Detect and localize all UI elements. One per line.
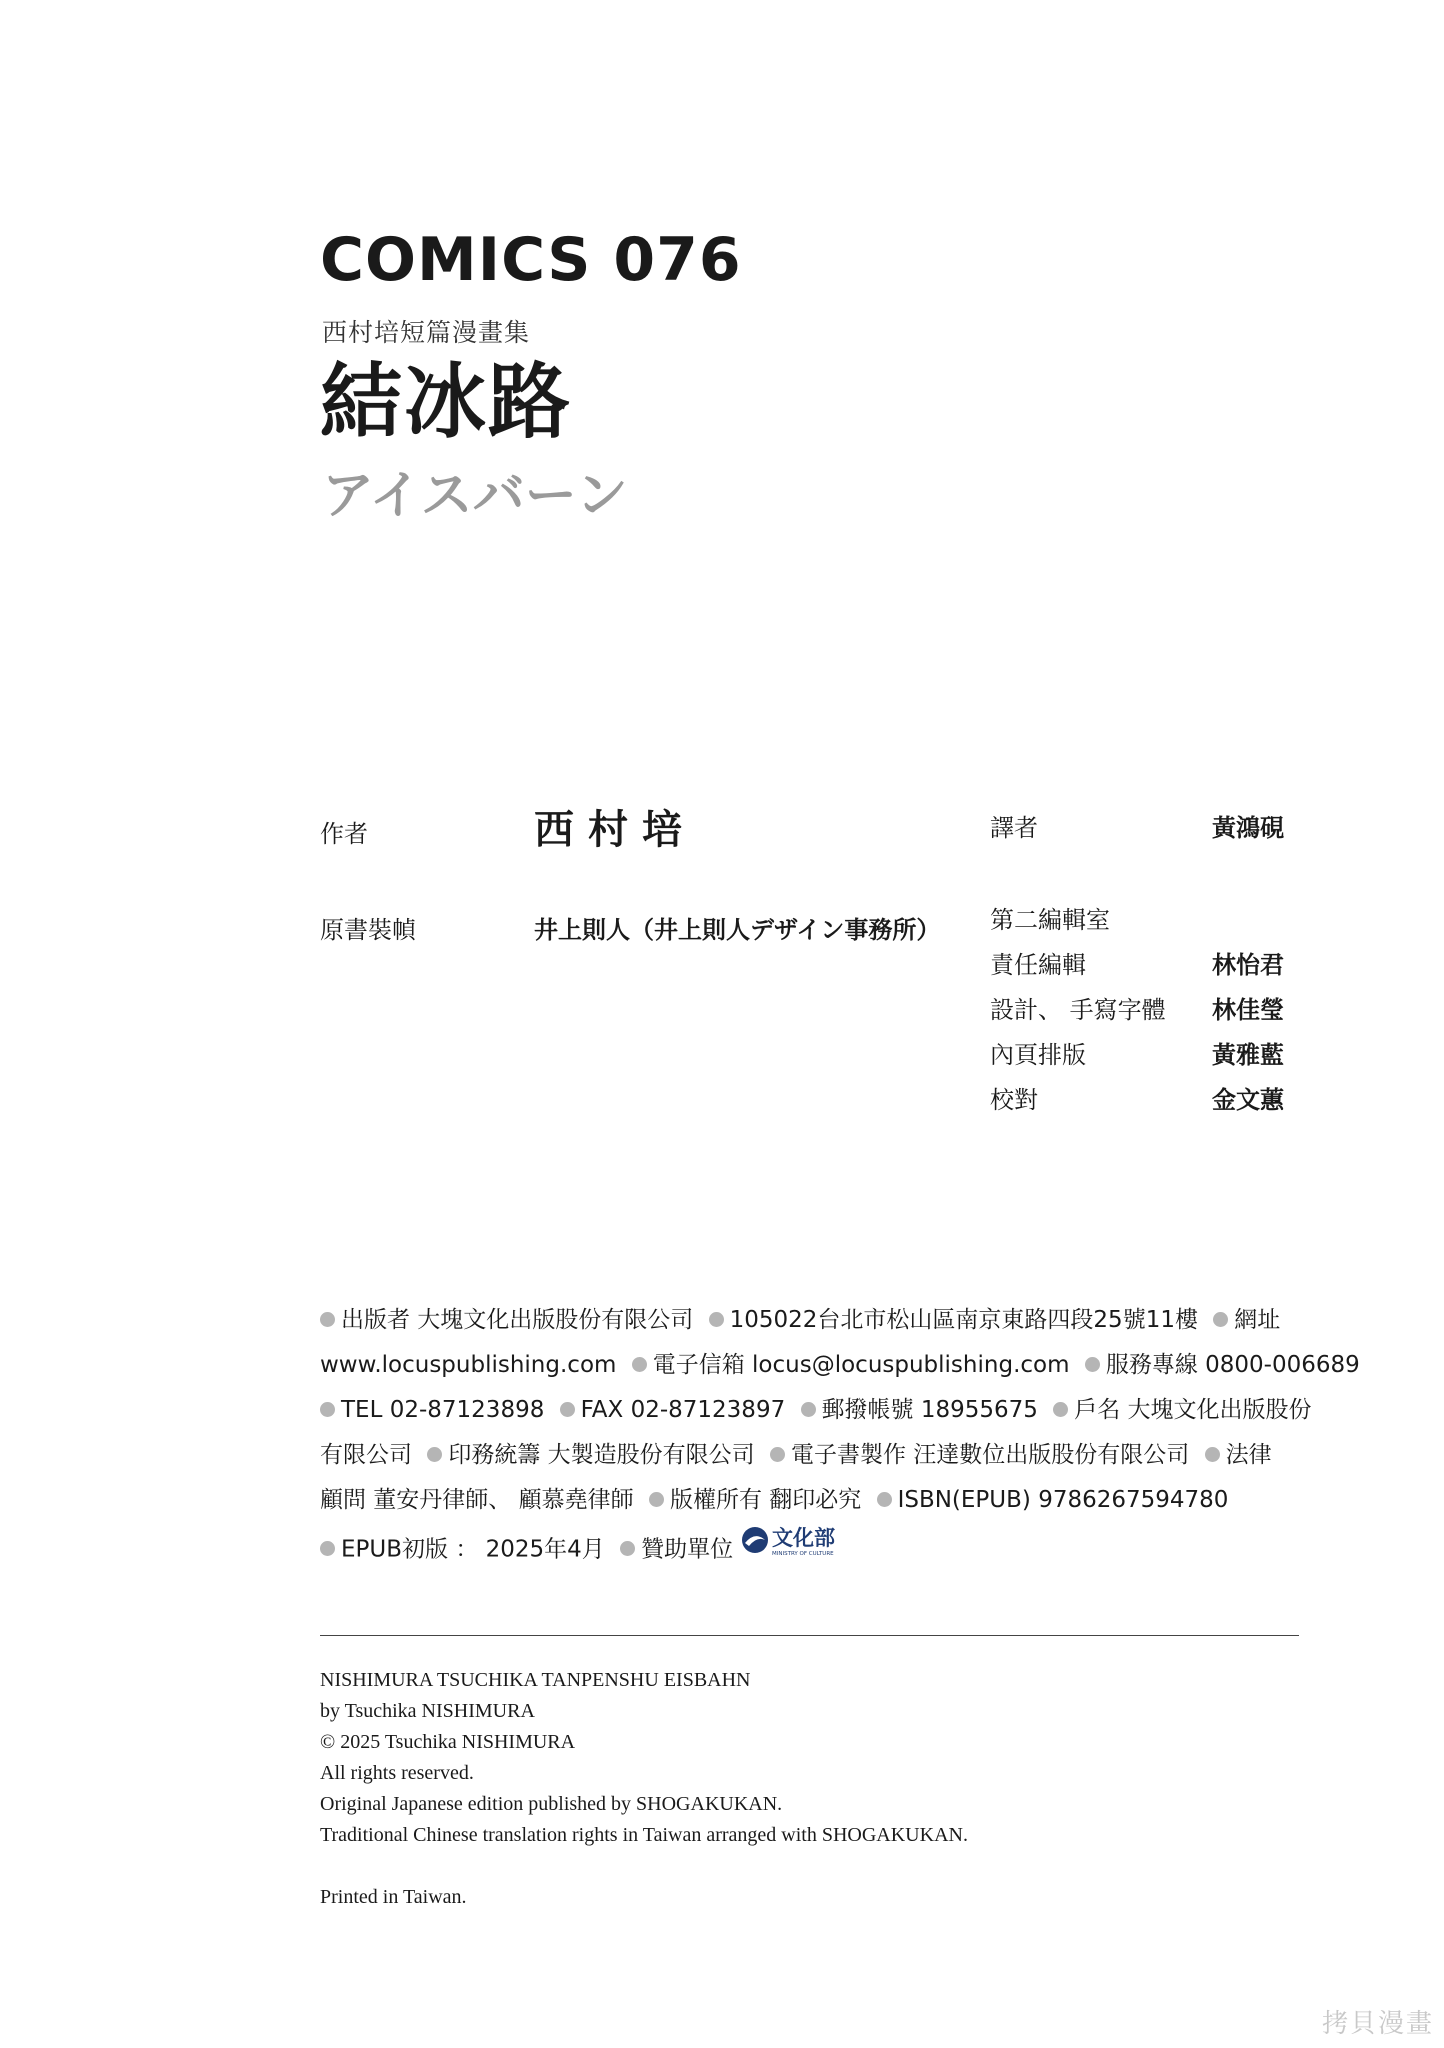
translator-name: 黃鴻硯 xyxy=(1212,814,1284,842)
proofreader-name: 金文蕙 xyxy=(1212,1086,1284,1114)
series-number: COMICS 076 xyxy=(320,225,742,295)
bullet-icon xyxy=(1213,1312,1228,1327)
telephone: TEL 02-87123898 xyxy=(341,1397,545,1423)
email: 電子信箱 locus@locuspublishing.com xyxy=(652,1352,1070,1378)
translator-label: 譯者 xyxy=(990,814,1038,842)
sponsor-label: 贊助單位 xyxy=(641,1536,734,1563)
account-name: 戶名 大塊文化出版股份 xyxy=(1074,1397,1312,1423)
bullet-icon xyxy=(649,1492,664,1507)
copyright-block xyxy=(320,1665,968,1913)
edition: EPUB初版 ： 2025年4月 xyxy=(341,1536,605,1563)
translation-rights-line: Traditional Chinese translation rights in Taiwan arranged with SHOGAKUKAN. xyxy=(320,1824,968,1846)
rights-reserved-line: All rights reserved. xyxy=(320,1762,474,1784)
legal-counsel: 顧問 董安丹律師、 顧慕堯律師 xyxy=(320,1487,634,1513)
bullet-icon xyxy=(1085,1357,1100,1372)
original-title-line: NISHIMURA TSUCHIKA TANPENSHU EISBAHN xyxy=(320,1669,751,1691)
bullet-icon xyxy=(620,1541,635,1556)
publisher: 出版者 大塊文化出版股份有限公司 xyxy=(341,1307,694,1333)
printed-in-line: Printed in Taiwan. xyxy=(320,1886,467,1908)
book-subtitle: アイスバーン xyxy=(322,466,628,526)
website-label: 網址 xyxy=(1234,1307,1281,1333)
bullet-icon xyxy=(1053,1402,1068,1417)
isbn: ISBN(EPUB) 9786267594780 xyxy=(897,1487,1229,1513)
address: 105022台北市松山區南京東路四段25號11樓 xyxy=(729,1307,1198,1333)
account-name-cont: 有限公司 xyxy=(320,1442,412,1468)
bullet-icon xyxy=(320,1402,335,1417)
typeset-label: 內頁排版 xyxy=(990,1041,1086,1069)
legal-label: 法律 xyxy=(1225,1442,1272,1468)
author-credit-line: by Tsuchika NISHIMURA xyxy=(320,1700,535,1722)
publication-line xyxy=(320,1298,1300,1343)
bullet-icon xyxy=(427,1447,442,1462)
copyright-line: © 2025 Tsuchika NISHIMURA xyxy=(320,1731,576,1753)
bullet-icon xyxy=(632,1357,647,1372)
rights: 版權所有 翻印必究 xyxy=(669,1487,862,1513)
proofreader-label: 校對 xyxy=(990,1086,1038,1114)
layout-name: 林佳瑩 xyxy=(1212,996,1284,1024)
design-value: 井上則人（井上則人デザイン事務所） xyxy=(534,916,941,944)
ministry-logo-text: 文化部 xyxy=(772,1525,836,1550)
layout-label: 設計、 手寫字體 xyxy=(990,996,1166,1024)
typeset-name: 黃雅藍 xyxy=(1212,1041,1284,1069)
watermark: 拷貝漫畫 xyxy=(1321,2009,1434,2039)
publication-line xyxy=(320,1433,1300,1478)
editor-label: 責任編輯 xyxy=(990,951,1086,979)
bullet-icon xyxy=(770,1447,785,1462)
publication-info xyxy=(320,1298,1360,1568)
section-divider xyxy=(320,1635,1299,1636)
author-label: 作者 xyxy=(320,820,368,848)
publication-line xyxy=(320,1478,1300,1523)
bullet-icon xyxy=(320,1312,335,1327)
author-name: 西村培 xyxy=(534,807,696,853)
bullet-icon xyxy=(1205,1447,1220,1462)
printing: 印務統籌 大製造股份有限公司 xyxy=(448,1442,755,1468)
editor-name: 林怡君 xyxy=(1212,951,1284,979)
original-edition-line: Original Japanese edition published by SHOGAKUKAN. xyxy=(320,1793,783,1815)
postal-account: 郵撥帳號 18955675 xyxy=(821,1397,1038,1423)
bullet-icon xyxy=(320,1541,335,1556)
bullet-icon xyxy=(877,1492,892,1507)
book-title: 結冰路 xyxy=(320,355,573,450)
bullet-icon xyxy=(709,1312,724,1327)
ministry-logo-subtext: MINISTRY OF CULTURE xyxy=(772,1551,835,1557)
department-label: 第二編輯室 xyxy=(990,906,1110,934)
publication-line xyxy=(320,1388,1312,1433)
website: www.locuspublishing.com xyxy=(320,1352,617,1378)
publication-line xyxy=(320,1523,1300,1568)
design-label: 原書裝幀 xyxy=(320,916,416,944)
bullet-icon xyxy=(560,1402,575,1417)
fax: FAX 02-87123897 xyxy=(580,1397,786,1423)
ebook-production: 電子書製作 汪達數位出版股份有限公司 xyxy=(790,1442,1190,1468)
publication-line xyxy=(320,1343,1360,1388)
collection-name: 西村培短篇漫畫集 xyxy=(322,318,531,347)
bullet-icon xyxy=(801,1402,816,1417)
hotline: 服務專線 0800-006689 xyxy=(1105,1352,1360,1378)
ministry-of-culture-logo xyxy=(740,1523,862,1573)
